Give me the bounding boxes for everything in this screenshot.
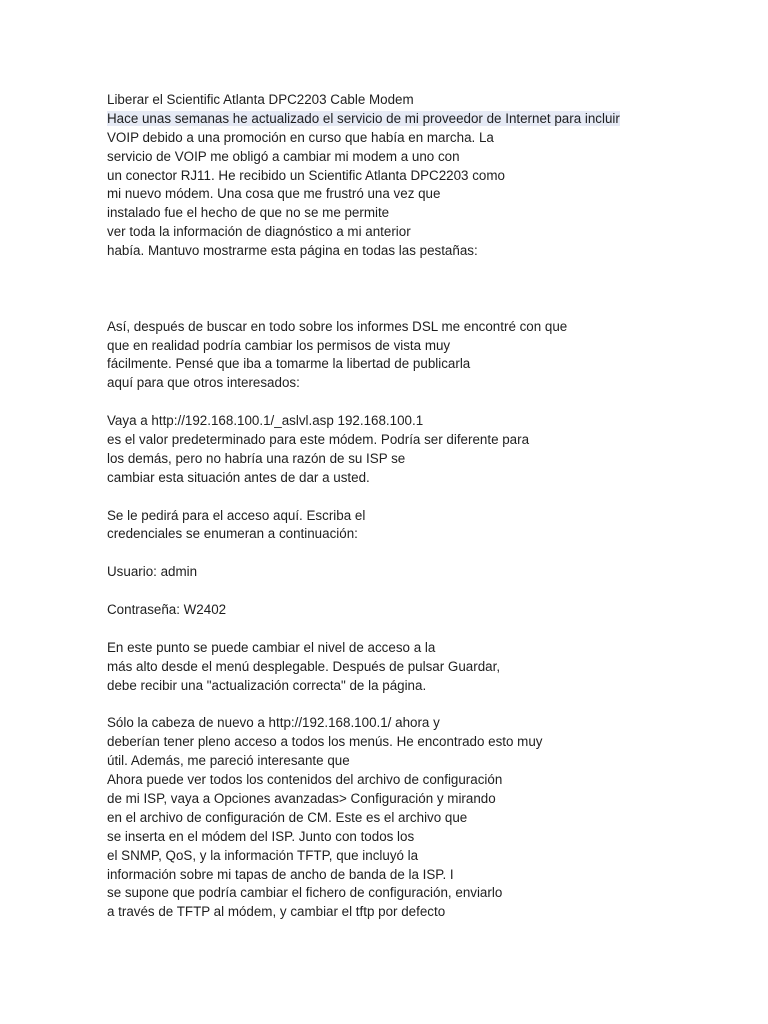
- final-line: información sobre mi tapas de ancho de banda de la ISP. I: [107, 866, 454, 882]
- blank-line: [107, 393, 747, 412]
- intro-line: mi nuevo módem. Una cosa que me frustró una vez que: [107, 186, 441, 202]
- final-line: útil. Además, me pareció interesante que: [107, 753, 350, 769]
- blank-line: [107, 299, 747, 318]
- intro-line: servicio de VOIP me obligó a cambiar mi modem a uno con: [107, 148, 460, 164]
- document-body: [107, 91, 747, 922]
- blank-line: [107, 544, 747, 563]
- access-line: más alto desde el menú desplegable. Después de pulsar Guardar,: [107, 658, 501, 674]
- dsl-line: Así, después de buscar en todo sobre los informes DSL me encontré con que: [107, 318, 568, 334]
- final-line: de mi ISP, vaya a Opciones avanzadas> Configuración y mirando: [107, 790, 496, 806]
- blank-line: [107, 280, 747, 299]
- blank-line: [107, 582, 747, 601]
- url-line: los demás, pero no habría una razón de su ISP se: [107, 450, 406, 466]
- final-line: se supone que podría cambiar el fichero de configuración, enviarlo: [107, 885, 503, 901]
- blank-line: [107, 620, 747, 639]
- document-title: Liberar el Scientific Atlanta DPC2203 Cable Modem: [107, 92, 414, 107]
- access-line: debe recibir una "actualización correcta" de la página.: [107, 677, 427, 693]
- final-line: Sólo la cabeza de nuevo a http://192.168.100.1/ ahora y: [107, 715, 440, 731]
- username-line: Usuario: admin: [107, 564, 198, 580]
- final-line: a través de TFTP al módem, y cambiar el tftp por defecto: [107, 904, 446, 920]
- dsl-line: fácilmente. Pensé que iba a tomarme la libertad de publicarla: [107, 356, 471, 372]
- final-line: en el archivo de configuración de CM. Este es el archivo que: [107, 809, 468, 825]
- password-line: Contraseña: W2402: [107, 602, 227, 618]
- intro-line: un conector RJ11. He recibido un Scientific Atlanta DPC2203 como: [107, 167, 505, 183]
- prompt-line: credenciales se enumeran a continuación:: [107, 526, 358, 542]
- url-line: Vaya a http://192.168.100.1/_aslvl.asp 192.168.100.1: [107, 413, 424, 429]
- final-line: el SNMP, QoS, y la información TFTP, que incluyó la: [107, 847, 419, 863]
- intro-line: instalado fue el hecho de que no se me permite: [107, 205, 390, 221]
- intro-line: había. Mantuvo mostrarme esta página en todas las pestañas:: [107, 243, 478, 259]
- url-line: cambiar esta situación antes de dar a usted.: [107, 469, 370, 485]
- intro-line: ver toda la información de diagnóstico a mi anterior: [107, 224, 411, 240]
- blank-line: [107, 696, 747, 715]
- intro-line-highlighted: [107, 110, 747, 129]
- prompt-line: Se le pedirá para el acceso aquí. Escriba el: [107, 507, 366, 523]
- access-line: En este punto se puede cambiar el nivel de acceso a la: [107, 639, 436, 655]
- blank-line: [107, 261, 747, 280]
- dsl-line: que en realidad podría cambiar los permisos de vista muy: [107, 337, 451, 353]
- blank-line: [107, 488, 747, 507]
- intro-line: VOIP debido a una promoción en curso que había en marcha. La: [107, 129, 494, 145]
- url-line: es el valor predeterminado para este módem. Podría ser diferente para: [107, 432, 530, 448]
- final-line: Ahora puede ver todos los contenidos del archivo de configuración: [107, 772, 503, 788]
- final-line: se inserta en el módem del ISP. Junto con todos los: [107, 828, 415, 844]
- final-line: deberían tener pleno acceso a todos los menús. He encontrado esto muy: [107, 734, 543, 750]
- dsl-line: aquí para que otros interesados:: [107, 375, 300, 391]
- highlighted-text: Hace unas semanas he actualizado el servicio de mi proveedor de Internet para incluir: [107, 110, 620, 126]
